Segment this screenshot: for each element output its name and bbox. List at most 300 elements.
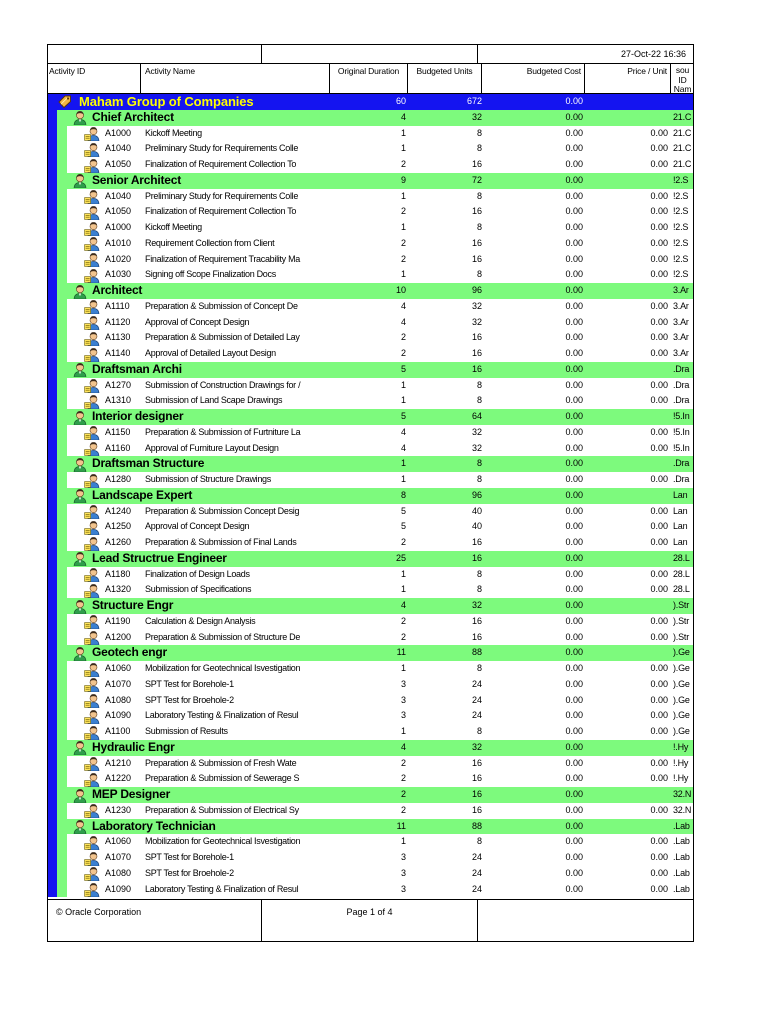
- resource-person-icon: [72, 284, 88, 300]
- original-duration-cell: 2: [400, 789, 406, 799]
- activity-name-cell: Approval of Concept Design: [145, 521, 250, 532]
- assignment-person-icon: [84, 803, 100, 819]
- original-duration-cell: 60: [395, 96, 406, 106]
- resource-row: [47, 598, 694, 614]
- budgeted-cost-cell: 0.00: [565, 379, 583, 390]
- assignment-person-icon: [84, 835, 100, 851]
- resource-id-cell: 21.C: [673, 143, 692, 154]
- activity-name-cell: Preparation & Submission of Final Lands: [145, 537, 297, 547]
- budgeted-units-cell: 16: [471, 159, 482, 169]
- budgeted-cost-cell: 0.00: [565, 663, 583, 673]
- activity-name-cell: Preliminary Study for Requirements Colle: [145, 143, 299, 154]
- activity-row: [47, 519, 694, 535]
- original-duration-cell: 5: [400, 363, 406, 374]
- resource-id-cell: .Lab: [673, 852, 690, 862]
- resource-name: Structure Engr: [92, 598, 174, 612]
- resource-id-cell: !2.S: [673, 269, 689, 280]
- activity-row: [47, 393, 694, 409]
- resource-id-cell: .Dra: [673, 363, 690, 374]
- activity-row: [47, 708, 694, 724]
- budgeted-units-cell: 8: [476, 663, 482, 673]
- original-duration-cell: 4: [400, 316, 406, 327]
- activity-row: [47, 567, 694, 583]
- price-unit-cell: 0.00: [650, 773, 668, 784]
- assignment-person-icon: [84, 441, 100, 457]
- resource-id-cell: .Lab: [673, 820, 690, 831]
- resource-person-icon: [72, 551, 88, 567]
- report-body: [47, 94, 694, 898]
- original-duration-cell: 3: [400, 678, 406, 689]
- resource-person-icon: [72, 457, 88, 473]
- budgeted-cost-cell: 0.00: [565, 694, 583, 705]
- original-duration-cell: 4: [400, 300, 406, 311]
- resource-name: Hydraulic Engr: [92, 739, 175, 754]
- activity-id-cell: A1070: [105, 678, 132, 689]
- resource-name: Lead Structrue Engineer: [92, 550, 227, 565]
- activity-row: [47, 220, 694, 236]
- activity-row: [47, 252, 694, 268]
- resource-row: [47, 409, 694, 425]
- budgeted-units-cell: 8: [476, 143, 482, 154]
- budgeted-units-cell: 8: [476, 726, 482, 736]
- report-title-row: [47, 44, 694, 64]
- assignment-person-icon: [84, 614, 100, 630]
- activity-id-cell: A1090: [105, 883, 132, 894]
- footer-company: © Oracle Corporation: [47, 900, 262, 942]
- assignment-person-icon: [84, 142, 100, 158]
- original-duration-cell: 1: [400, 222, 406, 232]
- activity-name-cell: Submission of Results: [145, 726, 228, 736]
- budgeted-cost-cell: 0.00: [565, 411, 583, 421]
- budgeted-cost-cell: 0.00: [565, 222, 583, 232]
- activity-id-cell: A1080: [105, 694, 132, 705]
- budgeted-cost-cell: 0.00: [565, 631, 583, 642]
- budgeted-units-cell: 8: [476, 474, 482, 484]
- price-unit-cell: 0.00: [650, 474, 668, 484]
- activity-name-cell: SPT Test for Borehole-1: [145, 678, 234, 689]
- original-duration-cell: 1: [400, 127, 406, 138]
- group-tag-icon: [58, 95, 72, 111]
- activity-name-cell: Preparation & Submission of Electrical Sy: [145, 804, 299, 815]
- price-unit-cell: 0.00: [650, 584, 668, 595]
- assignment-person-icon: [84, 394, 100, 410]
- budgeted-cost-cell: 0.00: [565, 458, 583, 469]
- budgeted-cost-cell: 0.00: [565, 552, 583, 563]
- budgeted-cost-cell: 0.00: [565, 442, 583, 453]
- assignment-person-icon: [84, 299, 100, 315]
- resource-id-cell: !2.S: [673, 174, 689, 185]
- activity-row: [47, 882, 694, 898]
- original-duration-cell: 4: [400, 442, 406, 453]
- column-header-budgeted-cost: Budgeted Cost: [482, 64, 585, 93]
- activity-id-cell: A1060: [105, 836, 132, 847]
- activity-id-cell: A1200: [105, 631, 132, 642]
- activity-row: [47, 693, 694, 709]
- assignment-person-icon: [84, 662, 100, 678]
- budgeted-cost-cell: 0.00: [565, 174, 583, 185]
- price-unit-cell: 0.00: [650, 442, 668, 453]
- budgeted-cost-cell: 0.00: [565, 568, 583, 579]
- budgeted-units-cell: 32: [471, 741, 482, 752]
- resource-id-cell: ).Str: [673, 631, 689, 642]
- activity-row: [47, 157, 694, 173]
- budgeted-cost-cell: 0.00: [565, 883, 583, 894]
- budgeted-cost-cell: 0.00: [565, 111, 583, 122]
- budgeted-cost-cell: 0.00: [565, 852, 583, 862]
- original-duration-cell: 10: [395, 285, 406, 295]
- resource-name: Senior Architect: [92, 172, 182, 187]
- original-duration-cell: 1: [400, 663, 406, 673]
- activity-id-cell: A1050: [105, 159, 132, 169]
- activity-name-cell: Finalization of Requirement Tracability Ma: [145, 253, 300, 264]
- resource-id-cell: 3.Ar: [673, 300, 689, 311]
- column-header-original-duration: Original Duration: [330, 64, 408, 93]
- budgeted-units-cell: 32: [471, 426, 482, 437]
- assignment-person-icon: [84, 583, 100, 599]
- budgeted-units-cell: 32: [471, 600, 482, 610]
- resource-id-cell: Lan: [673, 537, 688, 547]
- original-duration-cell: 4: [400, 426, 406, 437]
- original-duration-cell: 11: [396, 820, 406, 831]
- activity-id-cell: A1240: [105, 505, 132, 516]
- resource-id-cell: 3.Ar: [673, 285, 689, 295]
- activity-id-cell: A1110: [105, 300, 130, 311]
- resource-person-icon: [72, 362, 88, 378]
- budgeted-cost-cell: 0.00: [565, 348, 583, 358]
- resource-id-cell: 28.L: [673, 584, 690, 595]
- activity-id-cell: A1320: [105, 584, 132, 595]
- column-header-resource-line-1: sou: [675, 65, 690, 75]
- resource-person-icon: [72, 740, 88, 756]
- price-unit-cell: 0.00: [650, 269, 668, 280]
- price-unit-cell: 0.00: [650, 300, 668, 311]
- resource-id-cell: Lan: [673, 489, 688, 500]
- activity-id-cell: A1020: [105, 253, 132, 264]
- assignment-person-icon: [84, 504, 100, 520]
- report-footer: [47, 899, 694, 942]
- original-duration-cell: 2: [400, 757, 406, 768]
- price-unit-cell: 0.00: [650, 143, 668, 154]
- budgeted-units-cell: 16: [471, 757, 482, 768]
- activity-name-cell: Approval of Detailed Layout Design: [145, 348, 276, 358]
- budgeted-cost-cell: 0.00: [565, 584, 583, 595]
- price-unit-cell: 0.00: [650, 332, 668, 343]
- original-duration-cell: 1: [400, 726, 406, 736]
- activity-id-cell: A1210: [105, 757, 132, 768]
- activity-row: [47, 850, 694, 866]
- activity-row: [47, 472, 694, 488]
- budgeted-units-cell: 32: [471, 316, 482, 327]
- activity-id-cell: A1090: [105, 710, 132, 721]
- budgeted-units-cell: 8: [476, 568, 482, 579]
- resource-id-cell: 3.Ar: [673, 316, 689, 327]
- report-timestamp: 27-Oct-22 16:36: [620, 49, 686, 59]
- activity-id-cell: A1150: [105, 426, 131, 437]
- original-duration-cell: 2: [400, 253, 406, 264]
- activity-id-cell: A1130: [105, 332, 131, 343]
- original-duration-cell: 1: [400, 474, 406, 484]
- activity-row: [47, 504, 694, 520]
- original-duration-cell: 11: [396, 647, 406, 658]
- price-unit-cell: 0.00: [650, 757, 668, 768]
- budgeted-cost-cell: 0.00: [565, 600, 583, 610]
- original-duration-cell: 3: [400, 710, 406, 721]
- budgeted-cost-cell: 0.00: [565, 615, 583, 626]
- activity-id-cell: A1120: [105, 316, 131, 327]
- budgeted-cost-cell: 0.00: [565, 269, 583, 280]
- group-row: [47, 94, 694, 110]
- price-unit-cell: 0.00: [650, 883, 668, 894]
- resource-id-cell: !.Hy: [673, 741, 689, 752]
- price-unit-cell: 0.00: [650, 678, 668, 689]
- original-duration-cell: 1: [400, 269, 406, 280]
- activity-row: [47, 803, 694, 819]
- original-duration-cell: 2: [400, 773, 406, 784]
- activity-id-cell: A1060: [105, 663, 132, 673]
- resource-id-cell: !2.S: [673, 222, 689, 232]
- price-unit-cell: 0.00: [650, 568, 668, 579]
- budgeted-units-cell: 32: [471, 300, 482, 311]
- activity-name-cell: Preparation & Submission of Detailed Lay: [145, 332, 300, 343]
- assignment-person-icon: [84, 473, 100, 489]
- budgeted-cost-cell: 0.00: [565, 300, 583, 311]
- resource-id-cell: 21.C: [673, 127, 692, 138]
- activity-row: [47, 267, 694, 283]
- price-unit-cell: 0.00: [650, 222, 668, 232]
- resource-id-cell: 3.Ar: [673, 332, 689, 343]
- price-unit-cell: 0.00: [650, 804, 668, 815]
- budgeted-units-cell: 40: [471, 505, 482, 516]
- activity-name-cell: Mobilization for Geotechnical Isvestigation: [145, 663, 301, 673]
- activity-id-cell: A1220: [105, 773, 132, 784]
- original-duration-cell: 2: [400, 615, 406, 626]
- budgeted-units-cell: 8: [476, 584, 482, 595]
- resource-id-cell: 3.Ar: [673, 348, 689, 358]
- budgeted-cost-cell: 0.00: [565, 741, 583, 752]
- activity-id-cell: A1270: [105, 379, 132, 390]
- budgeted-cost-cell: 0.00: [565, 647, 583, 658]
- resource-person-icon: [72, 410, 88, 426]
- assignment-person-icon: [84, 756, 100, 772]
- budgeted-units-cell: 24: [471, 867, 482, 878]
- activity-name-cell: Submission of Specifications: [145, 584, 252, 595]
- price-unit-cell: 0.00: [650, 159, 668, 169]
- budgeted-units-cell: 16: [471, 773, 482, 784]
- assignment-person-icon: [84, 378, 100, 394]
- activity-row: [47, 330, 694, 346]
- budgeted-units-cell: 672: [466, 96, 482, 106]
- resource-name: Interior designer: [92, 409, 184, 423]
- resource-name: Draftsman Archi: [92, 361, 182, 376]
- original-duration-cell: 3: [400, 694, 406, 705]
- budgeted-cost-cell: 0.00: [565, 159, 583, 169]
- budgeted-units-cell: 8: [476, 269, 482, 280]
- column-header-resource-id-name: [671, 64, 694, 93]
- budgeted-cost-cell: 0.00: [565, 316, 583, 327]
- activity-row: [47, 189, 694, 205]
- resource-name: Chief Architect: [92, 109, 174, 124]
- activity-row: [47, 346, 694, 362]
- assignment-person-icon: [84, 630, 100, 646]
- original-duration-cell: 1: [400, 379, 406, 390]
- activity-row: [47, 299, 694, 315]
- activity-name-cell: Submission of Structure Drawings: [145, 474, 271, 484]
- activity-id-cell: A1190: [105, 615, 131, 626]
- budgeted-cost-cell: 0.00: [565, 710, 583, 721]
- budgeted-cost-cell: 0.00: [565, 757, 583, 768]
- resource-id-cell: .Lab: [673, 883, 690, 894]
- activity-row: [47, 677, 694, 693]
- budgeted-cost-cell: 0.00: [565, 474, 583, 484]
- budgeted-units-cell: 16: [471, 237, 482, 248]
- activity-name-cell: SPT Test for Broehole-2: [145, 867, 234, 878]
- original-duration-cell: 1: [400, 568, 406, 579]
- assignment-person-icon: [84, 347, 100, 363]
- resource-id-cell: !2.S: [673, 190, 689, 201]
- assignment-person-icon: [84, 567, 100, 583]
- resource-id-cell: ).Ge: [673, 694, 690, 705]
- assignment-person-icon: [84, 677, 100, 693]
- budgeted-units-cell: 8: [476, 190, 482, 201]
- price-unit-cell: 0.00: [650, 867, 668, 878]
- original-duration-cell: 2: [400, 348, 406, 358]
- activity-row: [47, 126, 694, 142]
- assignment-person-icon: [84, 866, 100, 882]
- resource-person-icon: [72, 788, 88, 804]
- resource-id-cell: 28.L: [673, 552, 690, 563]
- price-unit-cell: 0.00: [650, 127, 668, 138]
- activity-id-cell: A1040: [105, 143, 132, 154]
- resource-id-cell: Lan: [673, 521, 688, 532]
- resource-id-cell: .Dra: [673, 379, 690, 390]
- assignment-person-icon: [84, 331, 100, 347]
- activity-row: [47, 661, 694, 677]
- assignment-person-icon: [84, 221, 100, 237]
- resource-id-cell: !2.S: [673, 253, 689, 264]
- resource-id-cell: ).Str: [673, 600, 689, 610]
- activity-id-cell: A1160: [105, 442, 131, 453]
- budgeted-cost-cell: 0.00: [565, 237, 583, 248]
- budgeted-units-cell: 16: [471, 253, 482, 264]
- resource-id-cell: ).Ge: [673, 710, 690, 721]
- column-header-budgeted-units: Budgeted Units: [408, 64, 482, 93]
- budgeted-cost-cell: 0.00: [565, 206, 583, 217]
- budgeted-units-cell: 24: [471, 852, 482, 862]
- original-duration-cell: 2: [400, 159, 406, 169]
- assignment-person-icon: [84, 252, 100, 268]
- budgeted-cost-cell: 0.00: [565, 820, 583, 831]
- activity-name-cell: Laboratory Testing & Finalization of Resul: [145, 710, 299, 721]
- activity-name-cell: Submission of Construction Drawings for /: [145, 379, 301, 390]
- budgeted-units-cell: 88: [471, 820, 482, 831]
- budgeted-units-cell: 8: [476, 379, 482, 390]
- resource-row: [47, 645, 694, 661]
- budgeted-units-cell: 72: [471, 174, 482, 185]
- price-unit-cell: 0.00: [650, 521, 668, 532]
- budgeted-units-cell: 96: [471, 489, 482, 500]
- original-duration-cell: 9: [400, 174, 406, 185]
- activity-id-cell: A1100: [105, 726, 131, 736]
- price-unit-cell: 0.00: [650, 316, 668, 327]
- title-cell-middle: [262, 44, 478, 63]
- price-unit-cell: 0.00: [650, 710, 668, 721]
- original-duration-cell: 3: [400, 852, 406, 862]
- assignment-person-icon: [84, 268, 100, 284]
- budgeted-cost-cell: 0.00: [565, 836, 583, 847]
- budgeted-units-cell: 32: [471, 111, 482, 122]
- activity-name-cell: Kickoff Meeting: [145, 222, 202, 232]
- resource-person-icon: [72, 173, 88, 189]
- activity-id-cell: A1310: [105, 395, 132, 406]
- assignment-person-icon: [84, 189, 100, 205]
- assignment-person-icon: [84, 236, 100, 252]
- resource-person-icon: [72, 110, 88, 126]
- resource-row: [47, 362, 694, 378]
- resource-row: [47, 173, 694, 189]
- activity-row: [47, 630, 694, 646]
- price-unit-cell: 0.00: [650, 426, 668, 437]
- original-duration-cell: 2: [400, 537, 406, 547]
- original-duration-cell: 25: [395, 552, 406, 563]
- column-header-resource-line-2: ID: [678, 74, 687, 85]
- activity-row: [47, 866, 694, 882]
- activity-row: [47, 614, 694, 630]
- resource-row: [47, 787, 694, 803]
- budgeted-cost-cell: 0.00: [565, 505, 583, 516]
- resource-name: Architect: [92, 283, 143, 297]
- resource-id-cell: ).Str: [673, 615, 689, 626]
- budgeted-units-cell: 16: [471, 363, 482, 374]
- resource-id-cell: !2.S: [673, 237, 689, 248]
- activity-row: [47, 425, 694, 441]
- activity-name-cell: Laboratory Testing & Finalization of Resul: [145, 883, 299, 894]
- resource-row: [47, 283, 694, 299]
- activity-id-cell: A1280: [105, 474, 132, 484]
- budgeted-units-cell: 96: [471, 285, 482, 295]
- budgeted-cost-cell: 0.00: [565, 395, 583, 406]
- activity-row: [47, 535, 694, 551]
- original-duration-cell: 2: [400, 804, 406, 815]
- assignment-person-icon: [84, 882, 100, 898]
- activity-id-cell: A1000: [105, 222, 132, 232]
- activity-row: [47, 724, 694, 740]
- budgeted-units-cell: 24: [471, 883, 482, 894]
- activity-name-cell: SPT Test for Broehole-2: [145, 694, 234, 705]
- original-duration-cell: 5: [400, 411, 406, 421]
- activity-name-cell: SPT Test for Borehole-1: [145, 852, 234, 862]
- resource-person-icon: [72, 488, 88, 504]
- activity-name-cell: Approval of Furniture Layout Design: [145, 442, 279, 453]
- original-duration-cell: 5: [400, 521, 406, 532]
- original-duration-cell: 2: [400, 631, 406, 642]
- activity-name-cell: Mobilization for Geotechnical Isvestigation: [145, 836, 301, 847]
- budgeted-cost-cell: 0.00: [565, 678, 583, 689]
- assignment-person-icon: [84, 520, 100, 536]
- resource-row: [47, 551, 694, 567]
- original-duration-cell: 5: [400, 505, 406, 516]
- budgeted-units-cell: 32: [471, 442, 482, 453]
- resource-name: Laboratory Technician: [92, 818, 216, 833]
- resource-row: [47, 819, 694, 835]
- price-unit-cell: 0.00: [650, 190, 668, 201]
- budgeted-units-cell: 16: [471, 332, 482, 343]
- activity-id-cell: A1040: [105, 190, 132, 201]
- budgeted-units-cell: 16: [471, 804, 482, 815]
- original-duration-cell: 1: [400, 458, 406, 469]
- resource-name: MEP Designer: [92, 787, 171, 801]
- budgeted-units-cell: 16: [471, 631, 482, 642]
- activity-row: [47, 756, 694, 772]
